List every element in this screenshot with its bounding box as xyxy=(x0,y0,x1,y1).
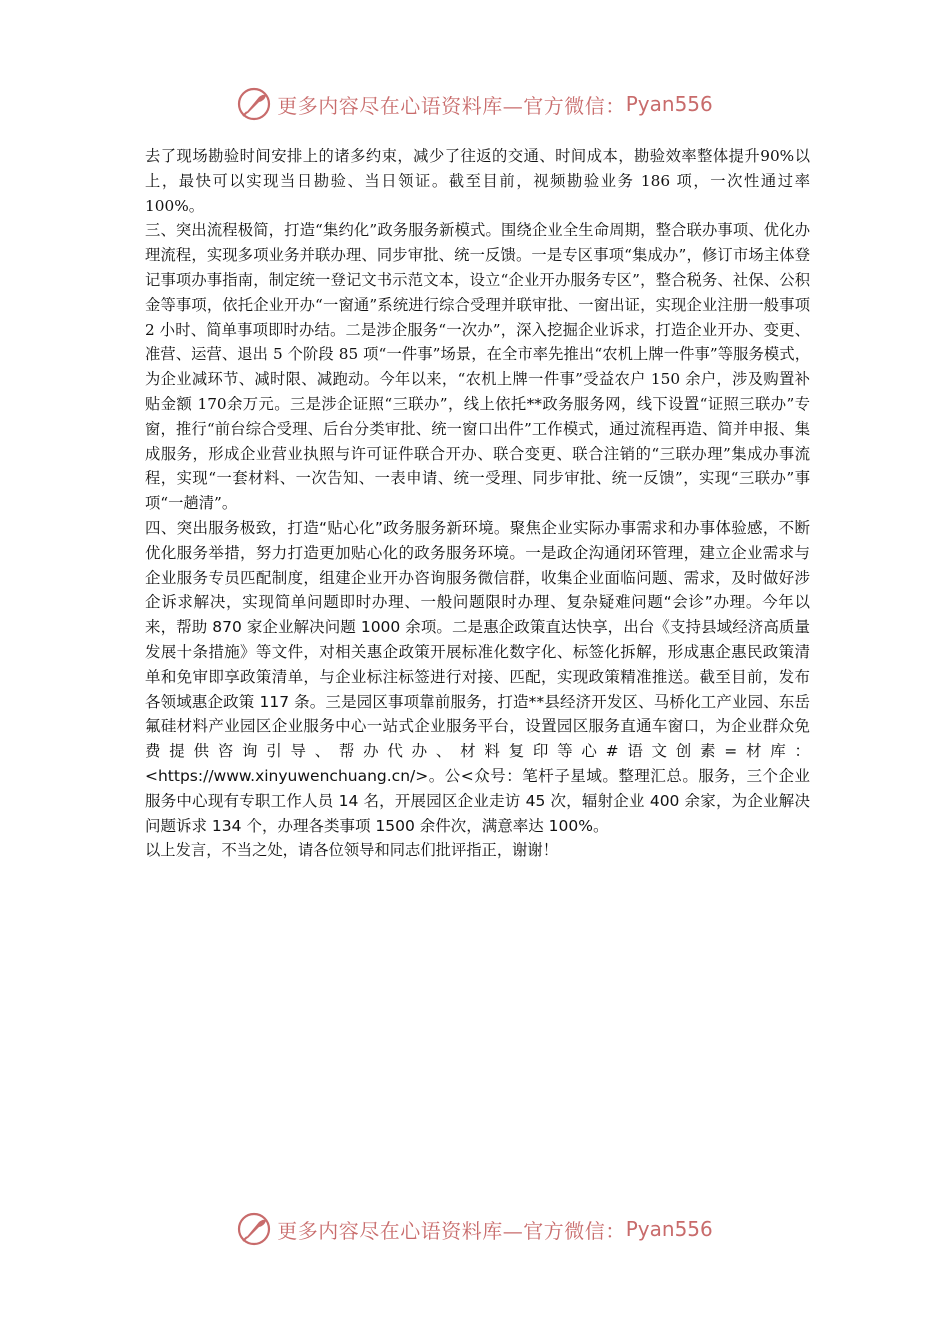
quill-pen-logo-icon xyxy=(237,87,271,121)
paragraph-closing: 以上发言，不当之处，请各位领导和同志们批评指正，谢谢！ xyxy=(145,841,559,860)
quill-pen-logo-icon xyxy=(237,1212,271,1246)
header-watermark-banner xyxy=(0,82,950,126)
banner-wechat-id: Pyan556 xyxy=(625,92,713,116)
banner-text: 更多内容尽在心语资料库—官方微信： xyxy=(277,1218,626,1243)
paragraph-process-simplification: 三、突出流程极简，打造“集约化”政务服务新模式。围绕企业全生命周期，整合联办事项、优化办理流程，实现多项业务并联办理、同步审批、统一反馈。一是专区事项“集成办”，修订市场主体登记事项办事指南，制定统一登记文书示范文本，设立“企业开办服务专区”，整合税务、社保、公积金等事项，依托企业开办“一窗通”系统进行综合受理并联审批、一窗出证，实现企业注册一般事项 2 小时、简单事项即时办结。二是涉企服务“一次办”，深入挖掘企业诉求，打造企业开办、变更、准营、运营、退出 5 个阶段 85 项“一件事”场景，在全市率先推出“农机上牌一件事”等服务模式，为企业减环节、减时限、减跑动。今年以来，“农机上牌一件事”受益农户 150 余户，涉及购置补贴金额 170余万元。三是涉企证照“三联办”，线上依托**政务服务网，线下设置“证照三联办”专窗，推行“前台综合受理、后台分类审批、统一窗口出件”工作模式，通过流程再造、简并申报、集成服务，形成企业营业执照与许可证件联合开办、联合变更、联合注销的“三联办理”集成办事流程，实现“一套材料、一次告知、一表申请、统一受理、同步审批、统一反馈”，实现“三联办”事项“一趟清”。 xyxy=(145,221,810,513)
paragraph-video-inspection: 去了现场勘验时间安排上的诸多约束，减少了往返的交通、时间成本，勘验效率整体提升90%以上，最快可以实现当日勘验、当日领证。截至目前，视频勘验业务 186 项，一次性通过率 100%。 xyxy=(145,147,810,215)
paragraph-service-excellence: 四、突出服务极致，打造“贴心化”政务服务新环境。聚焦企业实际办事需求和办事体验感，不断优化服务举措，努力打造更加贴心化的政务服务环境。一是政企沟通闭环管理，建立企业需求与企业服务专员匹配制度，组建企业开办咨询服务微信群，收集企业面临问题、需求，及时做好涉企诉求解决，实现简单问题即时办理、一般问题限时办理、复杂疑难问题“会诊”办理。今年以来，帮助 870 家企业解决问题 1000 余项。二是惠企政策直达快享，出台《支持县域经济高质量发展十条措施》等文件，对相关惠企政策开展标准化数字化、标签化拆解，形成惠企惠民政策清单和免审即享政策清单，与企业标注标签进行对接、匹配，实现政策精准推送。截至目前，发布各领域惠企政策 117 条。三是园区事项靠前服务，打造**县经济开发区、马桥化工产业园、东岳氟硅材料产业园区企业服务中心一站式企业服务平台，设置园区服务直通车窗口，为企业群众免费提供咨询引导、帮办代办、材料复印等心#语文创素=材库：<https://www.xinyuwenchuang.cn/>。公<众号：笔杆子星域。整理汇总。服务，三个企业服务中心现有专职工作人员 14 名，开展园区企业走访 45 次，辐射企业 400 余家，为企业解决问题诉求 134 个，办理各类事项 1500 余件次，满意率达 100%。 xyxy=(145,518,810,835)
banner-wechat-id: Pyan556 xyxy=(625,1217,713,1241)
footer-watermark-banner xyxy=(0,1207,950,1251)
banner-text: 更多内容尽在心语资料库—官方微信： xyxy=(277,93,626,118)
document-body xyxy=(145,144,810,863)
